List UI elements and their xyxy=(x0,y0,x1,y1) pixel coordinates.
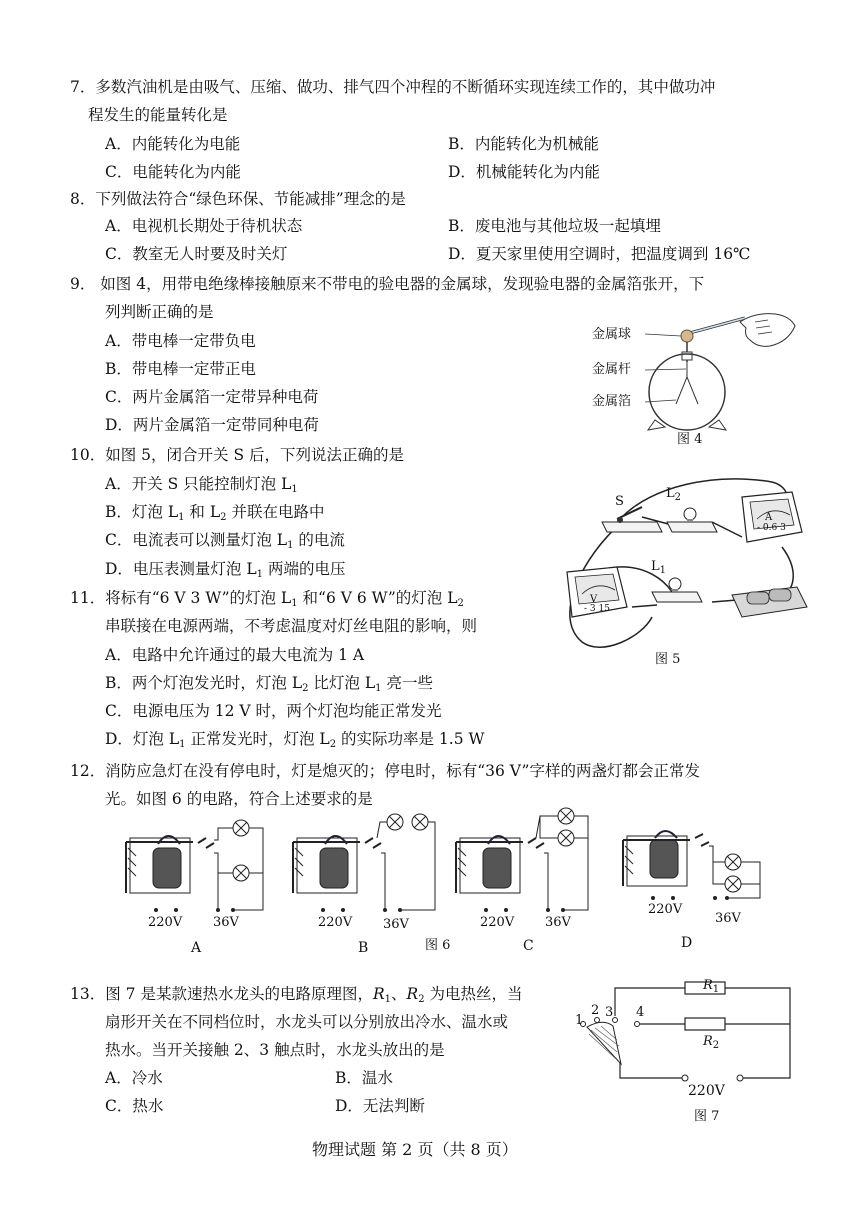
q7-option-d: D．机械能转化为内能 xyxy=(448,163,600,181)
ammeter-terminals: - 0.6 3 xyxy=(757,523,786,533)
fig6-label-a: A xyxy=(191,940,202,956)
q9-option-d: D．两片金属箔一定带同种电荷 xyxy=(105,416,319,434)
label-l1: $L_1$ xyxy=(651,559,667,576)
q11-option-c: C．电源电压为 12 V 时，两个灯泡均能正常发光 xyxy=(105,702,442,720)
label-220v: 220V xyxy=(688,1083,725,1099)
q10-option-b: B．灯泡 $L_1$ 和 $L_2$ 并联在电路中 xyxy=(105,503,325,523)
q11-option-a: A．电路中允许通过的最大电流为 1 A xyxy=(105,646,365,664)
figure-6-caption: 图 6 xyxy=(425,938,451,953)
voltmeter-symbol: V xyxy=(590,594,598,605)
label-r2: $R_2$ xyxy=(703,1034,720,1051)
q11-stem-line1: 11．将标有“6 V 3 W”的灯泡 $L_1$ 和“6 V 6 W”的灯泡 $L_2$ xyxy=(70,589,464,609)
q9-stem-line2: 列判断正确的是 xyxy=(105,303,214,321)
q7-stem-line1: 7．多数汽油机是由吸气、压缩、做功、排气四个冲程的不断循环实现连续工作的，其中做功冲 xyxy=(70,78,716,96)
q10-option-c: C．电流表可以测量灯泡 $L_1$ 的电流 xyxy=(105,531,345,551)
q7-stem-line2: 程发生的能量转化是 xyxy=(88,106,228,124)
label-metal-rod: 金属杆 xyxy=(592,362,632,377)
ammeter-symbol: A xyxy=(765,512,773,523)
label-metal-ball: 金属球 xyxy=(592,327,632,342)
fig6-c-36v: 36V xyxy=(545,915,571,930)
relay-circuit-a xyxy=(118,798,278,918)
figure-5-caption: 图 5 xyxy=(655,652,681,667)
q9-stem-line1: 9． 如图 4，用带电绝缘棒接触原来不带电的验电器的金属球，发现验电器的金属箔张开，下 xyxy=(70,275,705,293)
label-l2: $L_2$ xyxy=(666,486,682,503)
q7-option-b: B．内能转化为机械能 xyxy=(448,135,599,153)
figure-4-caption: 图 4 xyxy=(677,432,703,447)
relay-circuit-b xyxy=(285,798,445,918)
voltmeter-terminals: - 3 15 xyxy=(584,604,610,614)
q13-option-a: A．冷水 xyxy=(105,1069,163,1087)
contact-4: 4 xyxy=(636,1005,645,1020)
faucet-circuit-drawing xyxy=(575,982,805,1092)
q9-option-b: B．带电棒一定带正电 xyxy=(105,360,256,378)
fig6-a-220v: 220V xyxy=(148,915,183,930)
fig6-a-36v: 36V xyxy=(213,915,239,930)
q9-option-a: A．带电棒一定带负电 xyxy=(105,332,256,350)
q9-option-c: C．两片金属箔一定带异种电荷 xyxy=(105,388,319,406)
q10-option-a: A．开关 S 只能控制灯泡 $L_1$ xyxy=(105,475,298,495)
q13-option-b: B．温水 xyxy=(335,1069,393,1087)
contact-3: 3 xyxy=(605,1005,614,1020)
fig6-c-220v: 220V xyxy=(480,915,515,930)
contact-1: 1 xyxy=(575,1013,584,1028)
q13-stem-line1: 13．图 7 是某款速热水龙头的电路原理图，$R_1$、$R_2$ 为电热丝，当 xyxy=(70,985,523,1005)
q11-option-b: B．两个灯泡发光时，灯泡 $L_2$ 比灯泡 $L_1$ 亮一些 xyxy=(105,674,433,694)
fig6-label-b: B xyxy=(358,940,369,956)
q13-option-c: C．热水 xyxy=(105,1097,164,1115)
q7-option-c: C．电能转化为内能 xyxy=(105,163,241,181)
relay-circuit-c xyxy=(448,798,608,928)
fig6-b-220v: 220V xyxy=(318,915,353,930)
q8-stem: 8．下列做法符合“绿色环保、节能减排”理念的是 xyxy=(70,190,406,208)
circuit-drawing xyxy=(562,467,812,657)
q7-option-a: A．内能转化为电能 xyxy=(105,135,241,153)
relay-circuit-d xyxy=(615,798,775,918)
q8-option-c: C．教室无人时要及时关灯 xyxy=(105,245,288,263)
q12-stem-line1: 12．消防应急灯在没有停电时，灯是熄灭的；停电时，标有“36 V”字样的两盏灯都会正常发 xyxy=(70,762,700,780)
q11-stem-line2: 串联接在电源两端，不考虑温度对灯丝电阻的影响，则 xyxy=(105,617,478,635)
q8-option-a: A．电视机长期处于待机状态 xyxy=(105,217,303,235)
q10-option-d: D．电压表测量灯泡 $L_1$ 两端的电压 xyxy=(105,560,346,580)
page-footer: 物理试题 第 2 页（共 8 页） xyxy=(312,1140,518,1159)
fig6-b-36v: 36V xyxy=(383,917,409,932)
q10-stem: 10．如图 5，闭合开关 S 后，下列说法正确的是 xyxy=(70,446,404,464)
fig6-label-c: C xyxy=(523,938,534,954)
q8-option-b: B．废电池与其他垃圾一起填埋 xyxy=(448,217,661,235)
contact-2: 2 xyxy=(591,1003,600,1018)
label-switch-s: S xyxy=(615,494,624,509)
label-metal-foil: 金属箔 xyxy=(592,394,632,409)
fig6-d-220v: 220V xyxy=(648,902,683,917)
q8-option-d: D．夏天家里使用空调时，把温度调到 16℃ xyxy=(448,245,751,263)
q13-stem-line3: 热水。当开关接触 2、3 触点时，水龙头放出的是 xyxy=(105,1041,445,1059)
fig6-d-36v: 36V xyxy=(715,911,741,926)
figure-7-caption: 图 7 xyxy=(694,1109,720,1124)
fig6-label-d: D xyxy=(681,935,693,951)
q11-option-d: D．灯泡 $L_1$ 正常发光时，灯泡 $L_2$ 的实际功率是 1.5 W xyxy=(105,730,485,750)
q13-option-d: D．无法判断 xyxy=(335,1097,425,1115)
q13-stem-line2: 扇形开关在不同档位时，水龙头可以分别放出冷水、温水或 xyxy=(105,1013,509,1031)
q12-stem-line2: 光。如图 6 的电路，符合上述要求的是 xyxy=(105,790,373,808)
label-r1: $R_1$ xyxy=(703,978,720,995)
